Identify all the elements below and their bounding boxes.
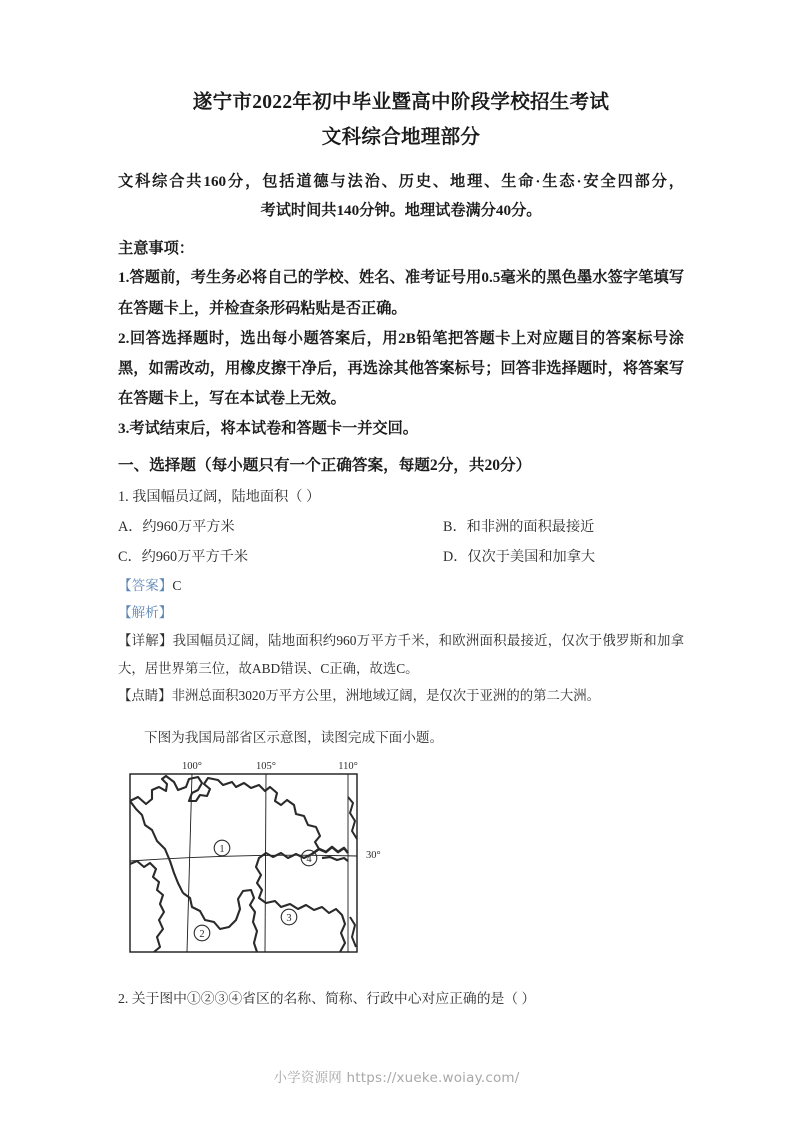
svg-text:3: 3 (286, 913, 292, 925)
answer-value: C (172, 578, 182, 594)
svg-text:1: 1 (219, 844, 225, 856)
document-content (118, 88, 684, 1013)
page-subtitle: 文科综合地理部分 (321, 127, 481, 149)
question-1-highlight (118, 682, 684, 710)
notice-item-1: 1.答题前，考生务必将自己的学校、姓名、准考证号用0.5毫米的黑色墨水签字笔填写在答题卡上，并检查条形码粘贴是否正确。 (118, 269, 684, 317)
highlight-tag: 【点睛】 (118, 688, 172, 704)
question-2-stem: 2. 关于图中①②③④省区的名称、简称、行政中心对应正确的是（ ） (118, 991, 536, 1007)
question-1-option-a[interactable]: A．约960万平方米 (118, 519, 235, 536)
question-1-analysis-line (118, 599, 684, 626)
question-1-option-b[interactable]: B．和非洲的面积最接近 (443, 519, 595, 536)
notice-item-3: 3.考试结束后，将本试卷和答题卡一并交回。 (118, 419, 418, 437)
question-1-option-d[interactable]: D．仅次于美国和加拿大 (443, 549, 596, 566)
svg-text:4: 4 (306, 854, 312, 866)
section-heading-choice: 一、选择题（每小题只有一个正确答案，每题2分，共20分） (118, 456, 532, 474)
intro-line-2: 考试时间共140分钟。地理试卷满分40分。 (260, 202, 542, 220)
question-1-options-row-1 (118, 512, 684, 542)
highlight-text: 非洲总面积3020万平方公里，洲地域辽阔，是仅次于亚洲的的第二大洲。 (171, 688, 601, 704)
question-1-answer-line (118, 572, 684, 599)
figure-map-provinces (126, 757, 386, 967)
question-1-stem: 1. 我国幅员辽阔，陆地面积（ ） (118, 489, 321, 506)
figure-caption: 下图为我国局部省区示意图，读图完成下面小题。 (144, 730, 444, 746)
map-label-longitude-100: 100° (182, 761, 202, 773)
question-1-option-c[interactable]: C．约960万平方千米 (118, 549, 249, 566)
map-label-longitude-110: 110° (338, 761, 358, 773)
question-1-options-row-2 (118, 542, 684, 572)
watermark: 小学资源网 https://xueke.woiay.com/ (273, 1070, 520, 1086)
map-svg (126, 757, 386, 967)
notice-heading: 主意事项： (118, 239, 194, 257)
map-label-latitude-30: 30° (366, 850, 381, 862)
notice-item-2: 2.回答选择题时，选出每小题答案后，用2B铅笔把答题卡上对应题目的答案标号涂黑，如需改动，用橡皮擦干净后，再选涂其他答案标号；回答非选择题时，将答案写在答题卡上，写在本试卷上无效。 (118, 329, 684, 407)
intro-paragraph (118, 167, 684, 226)
intro-line-1: 文科综合共160分，包括道德与法治、历史、地理、生命·生态·安全四部分， (118, 172, 684, 190)
analysis-tag: 【解析】 (118, 605, 173, 621)
map-label-longitude-105: 105° (256, 761, 276, 773)
answer-tag: 【答案】 (118, 578, 173, 594)
map-frame (130, 774, 357, 952)
svg-text:2: 2 (199, 929, 205, 941)
detail-text: 我国幅员辽阔，陆地面积约960万平方千米，和欧洲面积最接近，仅次于俄罗斯和加拿大，居世界第三位，故ABD错误、C正确，故选C。 (118, 632, 684, 676)
detail-tag: 【详解】 (118, 632, 173, 648)
page-title: 遂宁市2022年初中毕业暨高中阶段学校招生考试 (192, 92, 610, 113)
question-1-detail (118, 627, 684, 683)
